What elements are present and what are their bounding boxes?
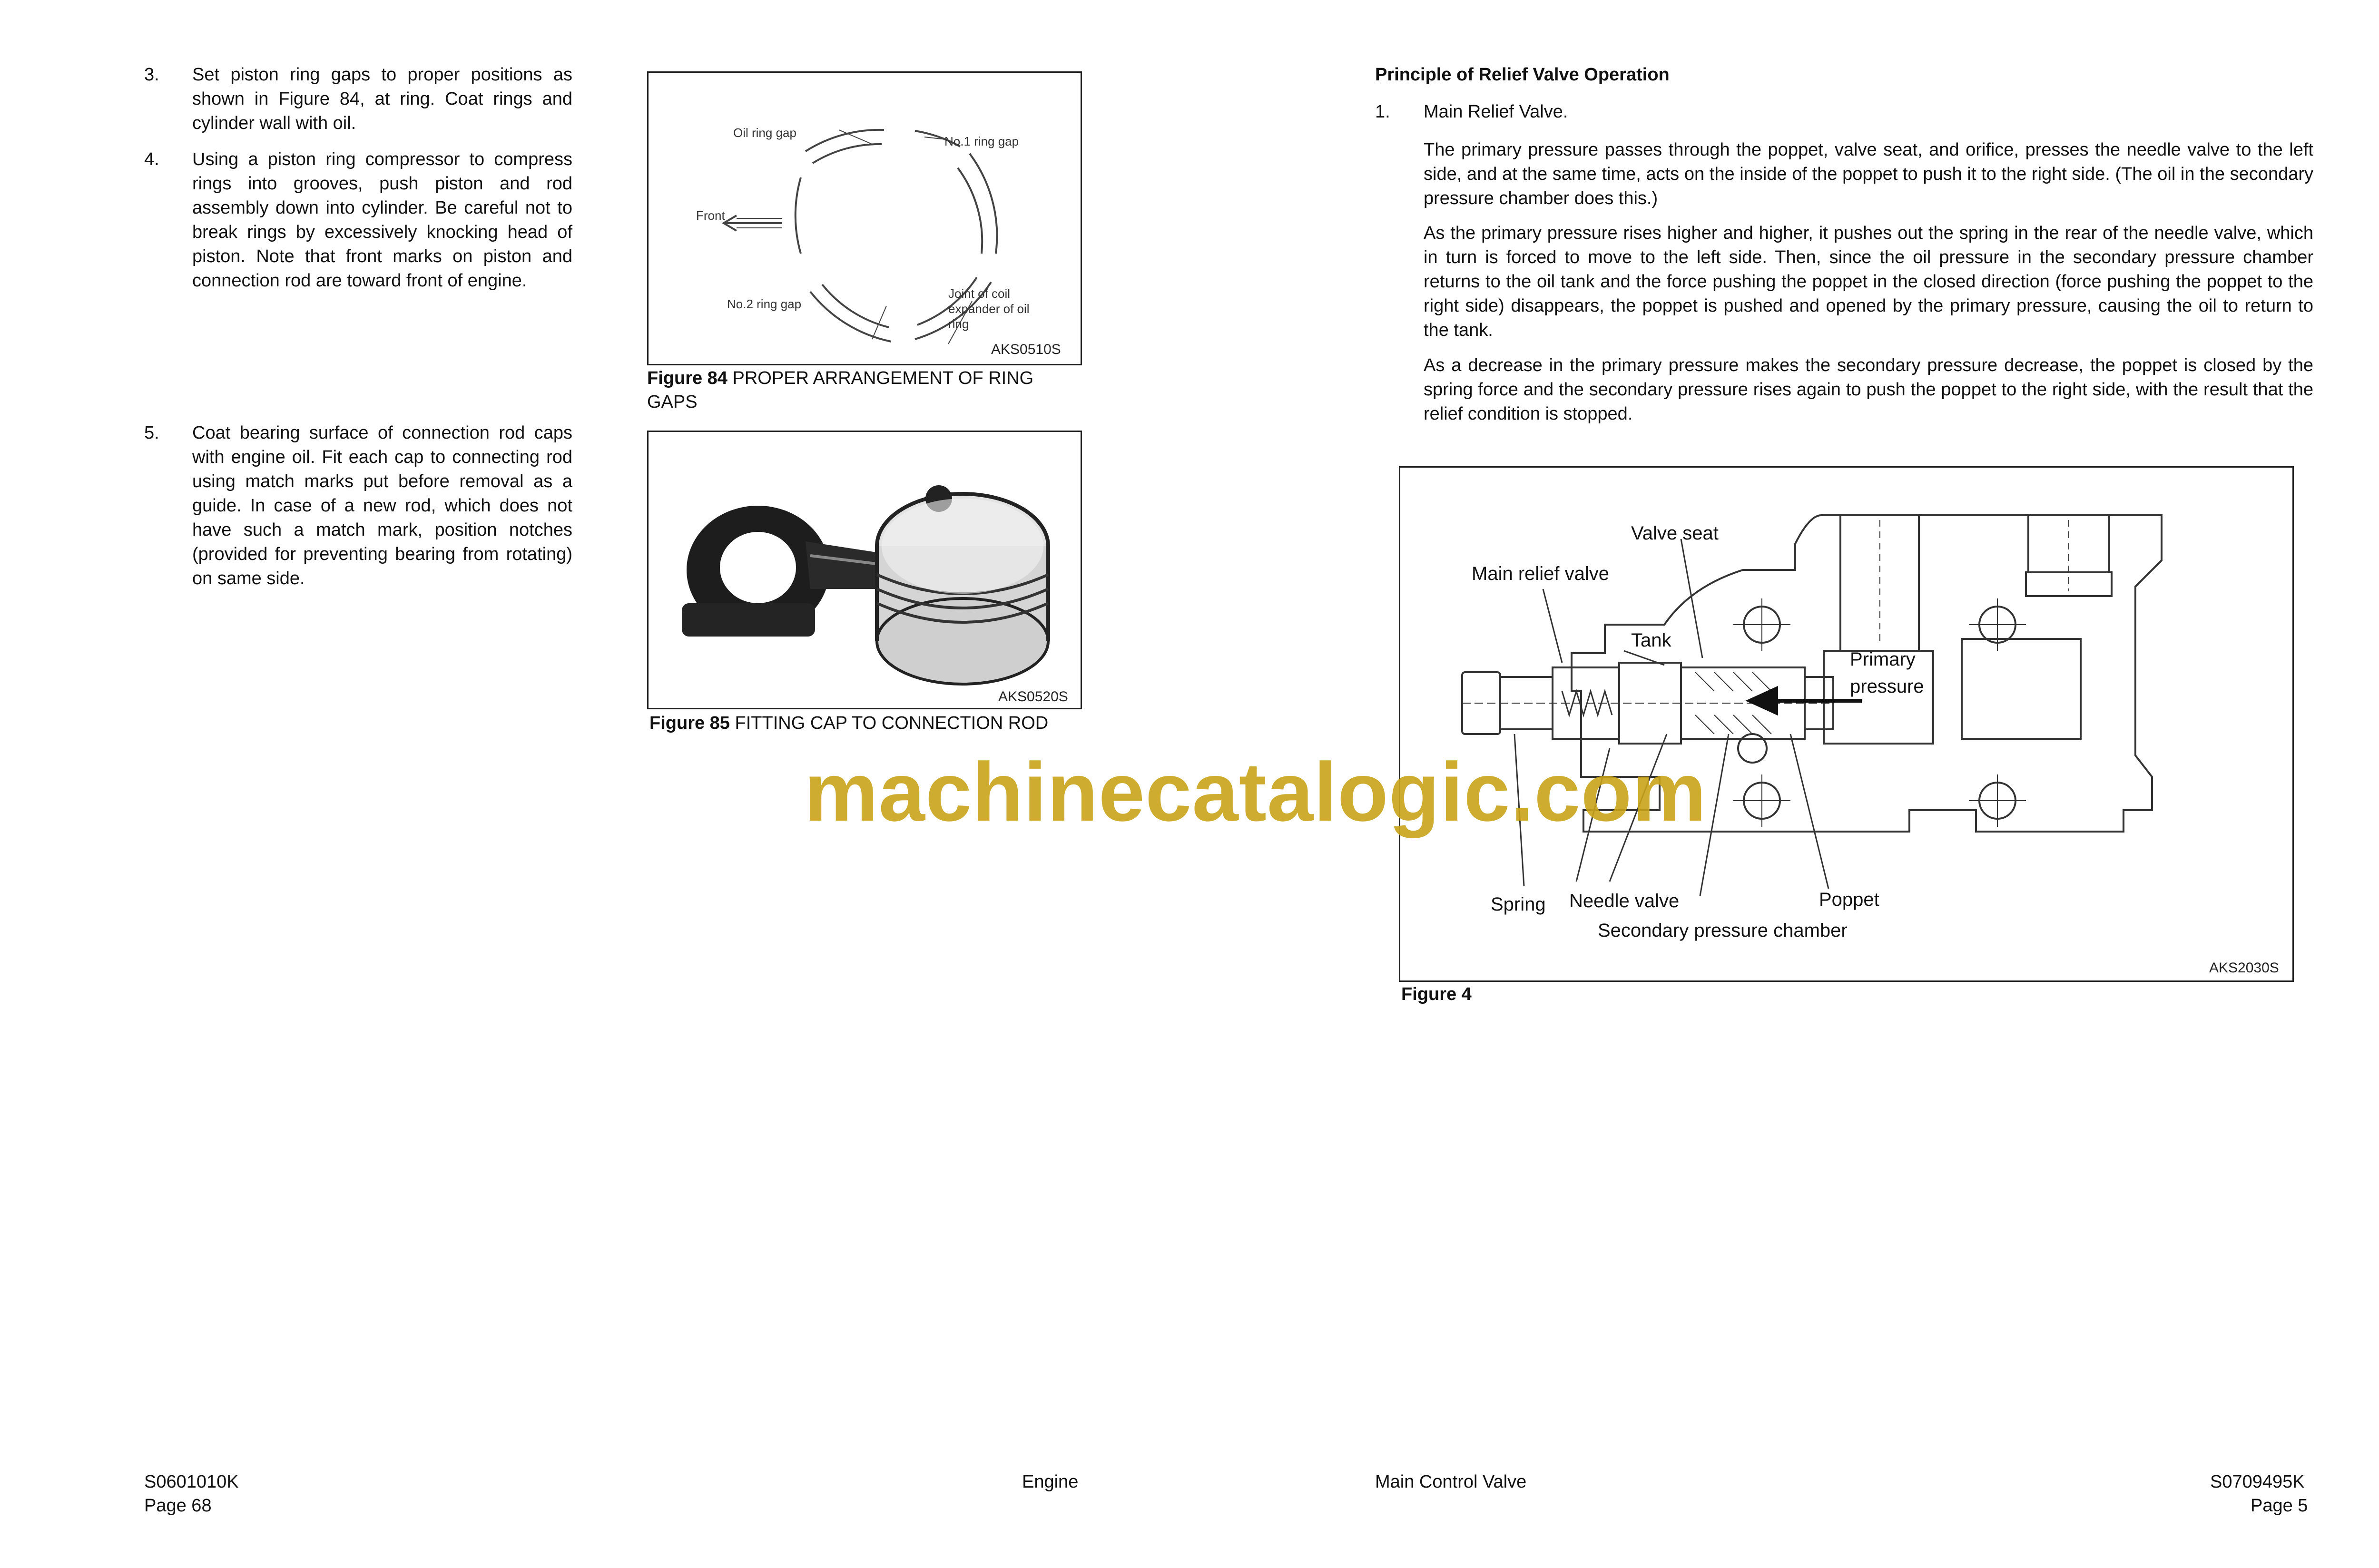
no2-ring-gap-label: No.2 ring gap [727,297,802,311]
tank-label: Tank [1631,630,1671,651]
joint-label: Joint of coil expander of oil ring [948,286,1030,331]
primary-label: Primary [1850,649,1916,670]
caption-text: PROPER ARRANGEMENT OF RING GAPS [647,368,1034,412]
right-footer-page: Page 5 [2251,1496,2308,1516]
item-title: Main Relief Valve. [1424,102,1568,122]
figure-4-frame [1399,466,2294,982]
step-number: 5. [144,423,159,443]
step-text: Coat bearing surface of connection rod caps with engine oil. Fit each cap to connecting rod using match marks put before removal as a guide. In case of a new rod, which does not have such a match mark, position notches (provided for preventing bearing from rotating) on same side. [192,423,572,588]
left-footer-section: Engine [1022,1472,1079,1492]
right-footer-doc-code: S0709495K [2210,1472,2305,1492]
figure-84-caption [647,366,1056,414]
main-relief-valve-label: Main relief valve [1472,563,1610,584]
watermark: machinecatalogic.com [804,746,1707,839]
oil-ring-gap-label: Oil ring gap [733,126,796,140]
figure-84-code: AKS0510S [991,342,1061,357]
step-number: 4. [144,149,159,169]
left-footer-doc-code: S0601010K [144,1472,239,1492]
left-footer-page: Page 68 [144,1496,212,1516]
piston-photo [649,432,1081,708]
paragraph-2: As the primary pressure rises higher and higher, it pushes out the spring in the rear of the needle valve, which in turn is forced to move to the left side. Then, since the oil pressure in the secondary pressure chamber returns to the oil tank and the force pushing the poppet in the closed direction (force pushing the poppet to the right side) disappears, the poppet is pushed and opened by the primary pressure, causing the oil to return to the tank. [1424,223,2313,340]
caption-bold: Figure 4 [1401,984,1472,1004]
figure-85-caption [649,711,1059,735]
figure-85-code: AKS0520S [998,689,1068,705]
caption-bold: Figure 84 [647,368,727,388]
poppet-label: Poppet [1819,889,1879,910]
figure-4-caption [1401,982,1472,1006]
section-heading: Principle of Relief Valve Operation [1375,65,1670,85]
spring-label: Spring [1491,894,1546,915]
valve-seat-label: Valve seat [1631,523,1719,544]
no1-ring-gap-label: No.1 ring gap [944,134,1019,148]
figure-4-code: AKS2030S [2209,960,2279,976]
needle-valve-label: Needle valve [1569,891,1680,911]
figure-84-frame [647,71,1082,365]
caption-text: FITTING CAP TO CONNECTION ROD [735,713,1049,733]
front-label: Front [696,208,725,223]
paragraph-3: As a decrease in the primary pressure makes the secondary pressure decrease, the poppet is closed by the spring force and the secondary pressure rises again to push the poppet to the right side, with the result that the relief condition is stopped. [1424,355,2313,424]
figure-85-frame [647,431,1082,709]
step-4 [144,147,572,328]
pressure-label: pressure [1850,676,1924,697]
paragraph-1: The primary pressure passes through the poppet, valve seat, and orifice, presses the needle valve to the left side, and at the same time, acts on the inside of the poppet to push it to the right side. (The oil in the secondary pressure chamber does this.) [1424,140,2313,208]
secondary-chamber-label: Secondary pressure chamber [1598,920,1848,941]
item-number: 1. [1375,102,1390,122]
step-text: Using a piston ring compressor to compress rings into grooves, push piston and rod assembly down into cylinder. Be careful not to break rings by excessively knocking head of piston. Note that front marks on piston and connection rod are toward front of engine. [192,149,572,291]
step-3 [144,63,572,139]
step-number: 3. [144,65,159,85]
caption-bold: Figure 85 [649,713,730,733]
step-5 [144,421,572,630]
right-footer-section: Main Control Valve [1375,1472,1527,1492]
step-text: Set piston ring gaps to proper positions as shown in Figure 84, at ring. Coat rings and cylinder wall with oil. [192,65,572,133]
